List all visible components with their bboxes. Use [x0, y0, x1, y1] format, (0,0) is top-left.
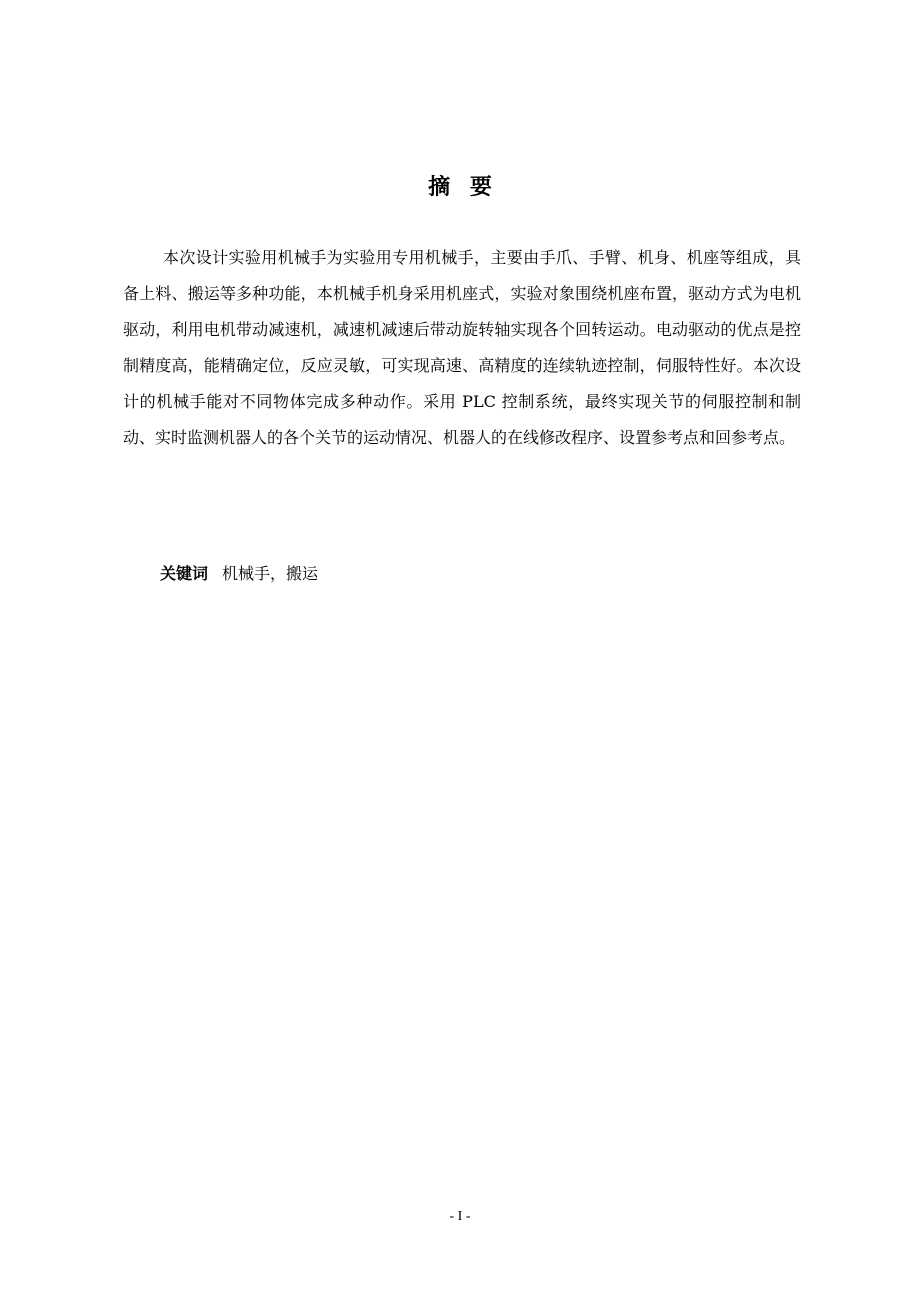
keywords-label: 关键词 [160, 564, 209, 583]
page-number: - I - [449, 1209, 471, 1224]
keywords-value: 机械手，搬运 [222, 564, 319, 583]
abstract-paragraph: 本次设计实验用机械手为实验用专用机械手，主要由手爪、手臂、机身、机座等组成，具备上料、搬运等多种功能，本机械手机身采用机座式，实验对象围绕机座布置，驱动方式为电机驱动，利用电机带动减速机，减速机减速后带动旋转轴实现各个回转运动。电动驱动的优点是控制精度高，能精确定位，反应灵敏，可实现高速、高精度的连续轨迹控制，伺服特性好。本次设计的机械手能对不同物体完成多种动作。采用 PLC 控制系统，最终实现关节的伺服控制和制动、实时监测机器人的各个关节的运动情况、机器人的在线修改程序、设置参考点和回参考点。 [123, 248, 801, 447]
keywords-line [160, 558, 318, 590]
page-title: 摘要 [428, 175, 512, 200]
